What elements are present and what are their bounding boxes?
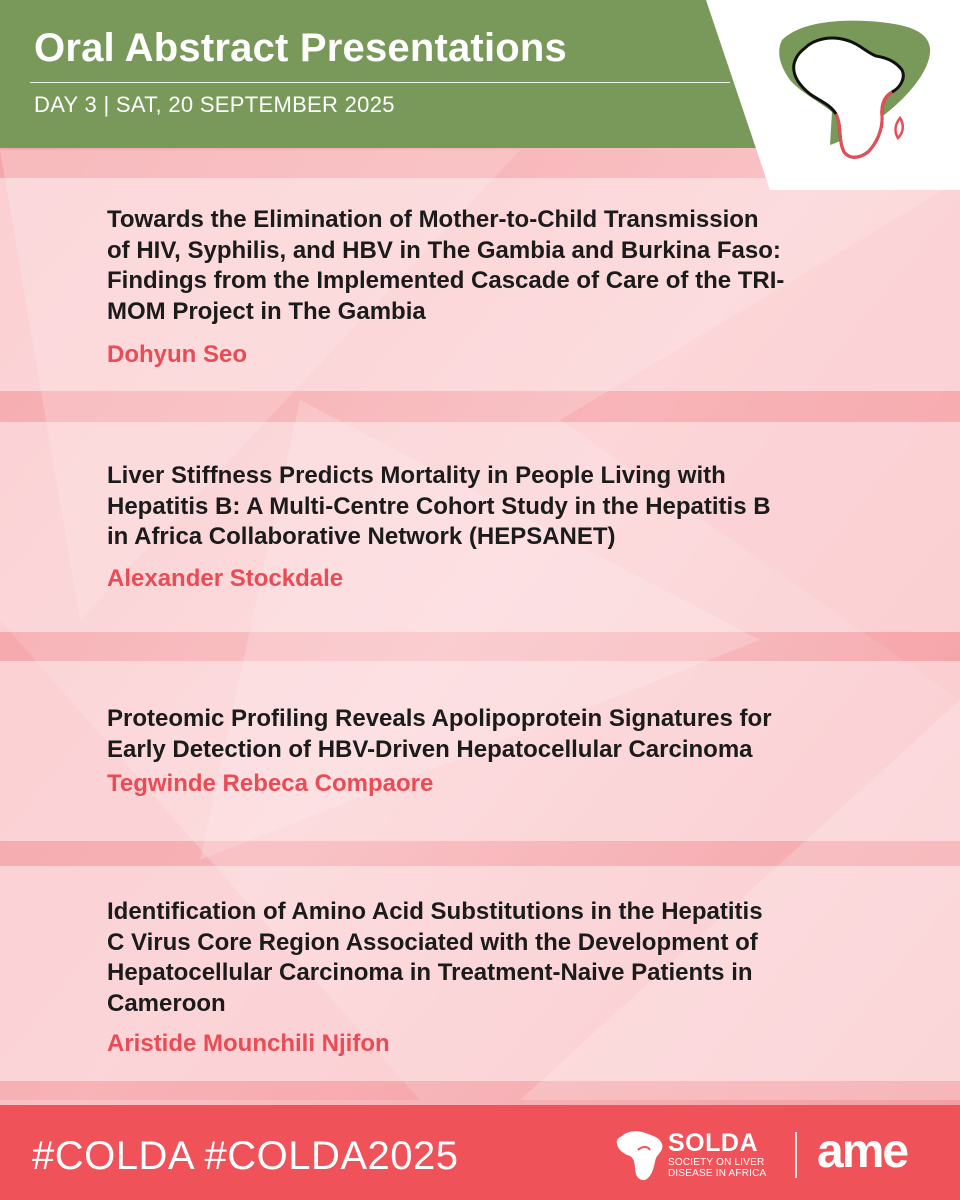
presentation-title: Towards the Elimination of Mother-to-Child Transmission of HIV, Syphilis, and HBV in The Gambia and Burkina Faso: Findings from the Implemented Cascade of Care of the TRI- MOM Project in The Gambia bbox=[107, 206, 785, 325]
presentation-title: Liver Stiffness Predicts Mortality in People Living with Hepatitis B: A Multi-Centre Cohort Study in the Hepatitis B in Africa Collaborative Network (HEPSANET) bbox=[107, 462, 771, 550]
solda-tagline: SOCIETY ON LIVER DISEASE IN AFRICA bbox=[668, 1157, 767, 1179]
presentation-card bbox=[0, 661, 960, 841]
solda-logo-icon bbox=[612, 1128, 666, 1184]
footer-divider bbox=[795, 1132, 797, 1178]
solda-wordmark: SOLDA bbox=[668, 1129, 758, 1157]
presentation-author: Aristide Mounchili Njifon bbox=[107, 1030, 390, 1057]
hashtags: #COLDA #COLDA2025 bbox=[32, 1134, 459, 1178]
presentation-title: Identification of Amino Acid Substitutions in the Hepatitis C Virus Core Region Associated with the Development of Hepatocellular Carcinoma in Treatment-Naive Patients in Cameroon bbox=[107, 898, 763, 1017]
session-date: DAY 3 | SAT, 20 SEPTEMBER 2025 bbox=[34, 92, 395, 117]
presentation-card bbox=[0, 178, 960, 391]
presentation-author: Tegwinde Rebeca Compaore bbox=[107, 770, 434, 797]
presentation-title: Proteomic Profiling Reveals Apolipoprotein Signatures for Early Detection of HBV-Driven Hepatocellular Carcinoma bbox=[107, 705, 772, 763]
ame-logo: ame bbox=[817, 1125, 908, 1178]
logo-panel bbox=[0, 0, 960, 190]
presentation-author: Alexander Stockdale bbox=[107, 565, 344, 592]
presentation-card bbox=[0, 866, 960, 1081]
page-title: Oral Abstract Presentations bbox=[34, 26, 567, 70]
presentation-author: Dohyun Seo bbox=[107, 341, 248, 368]
presentation-card bbox=[0, 422, 960, 632]
